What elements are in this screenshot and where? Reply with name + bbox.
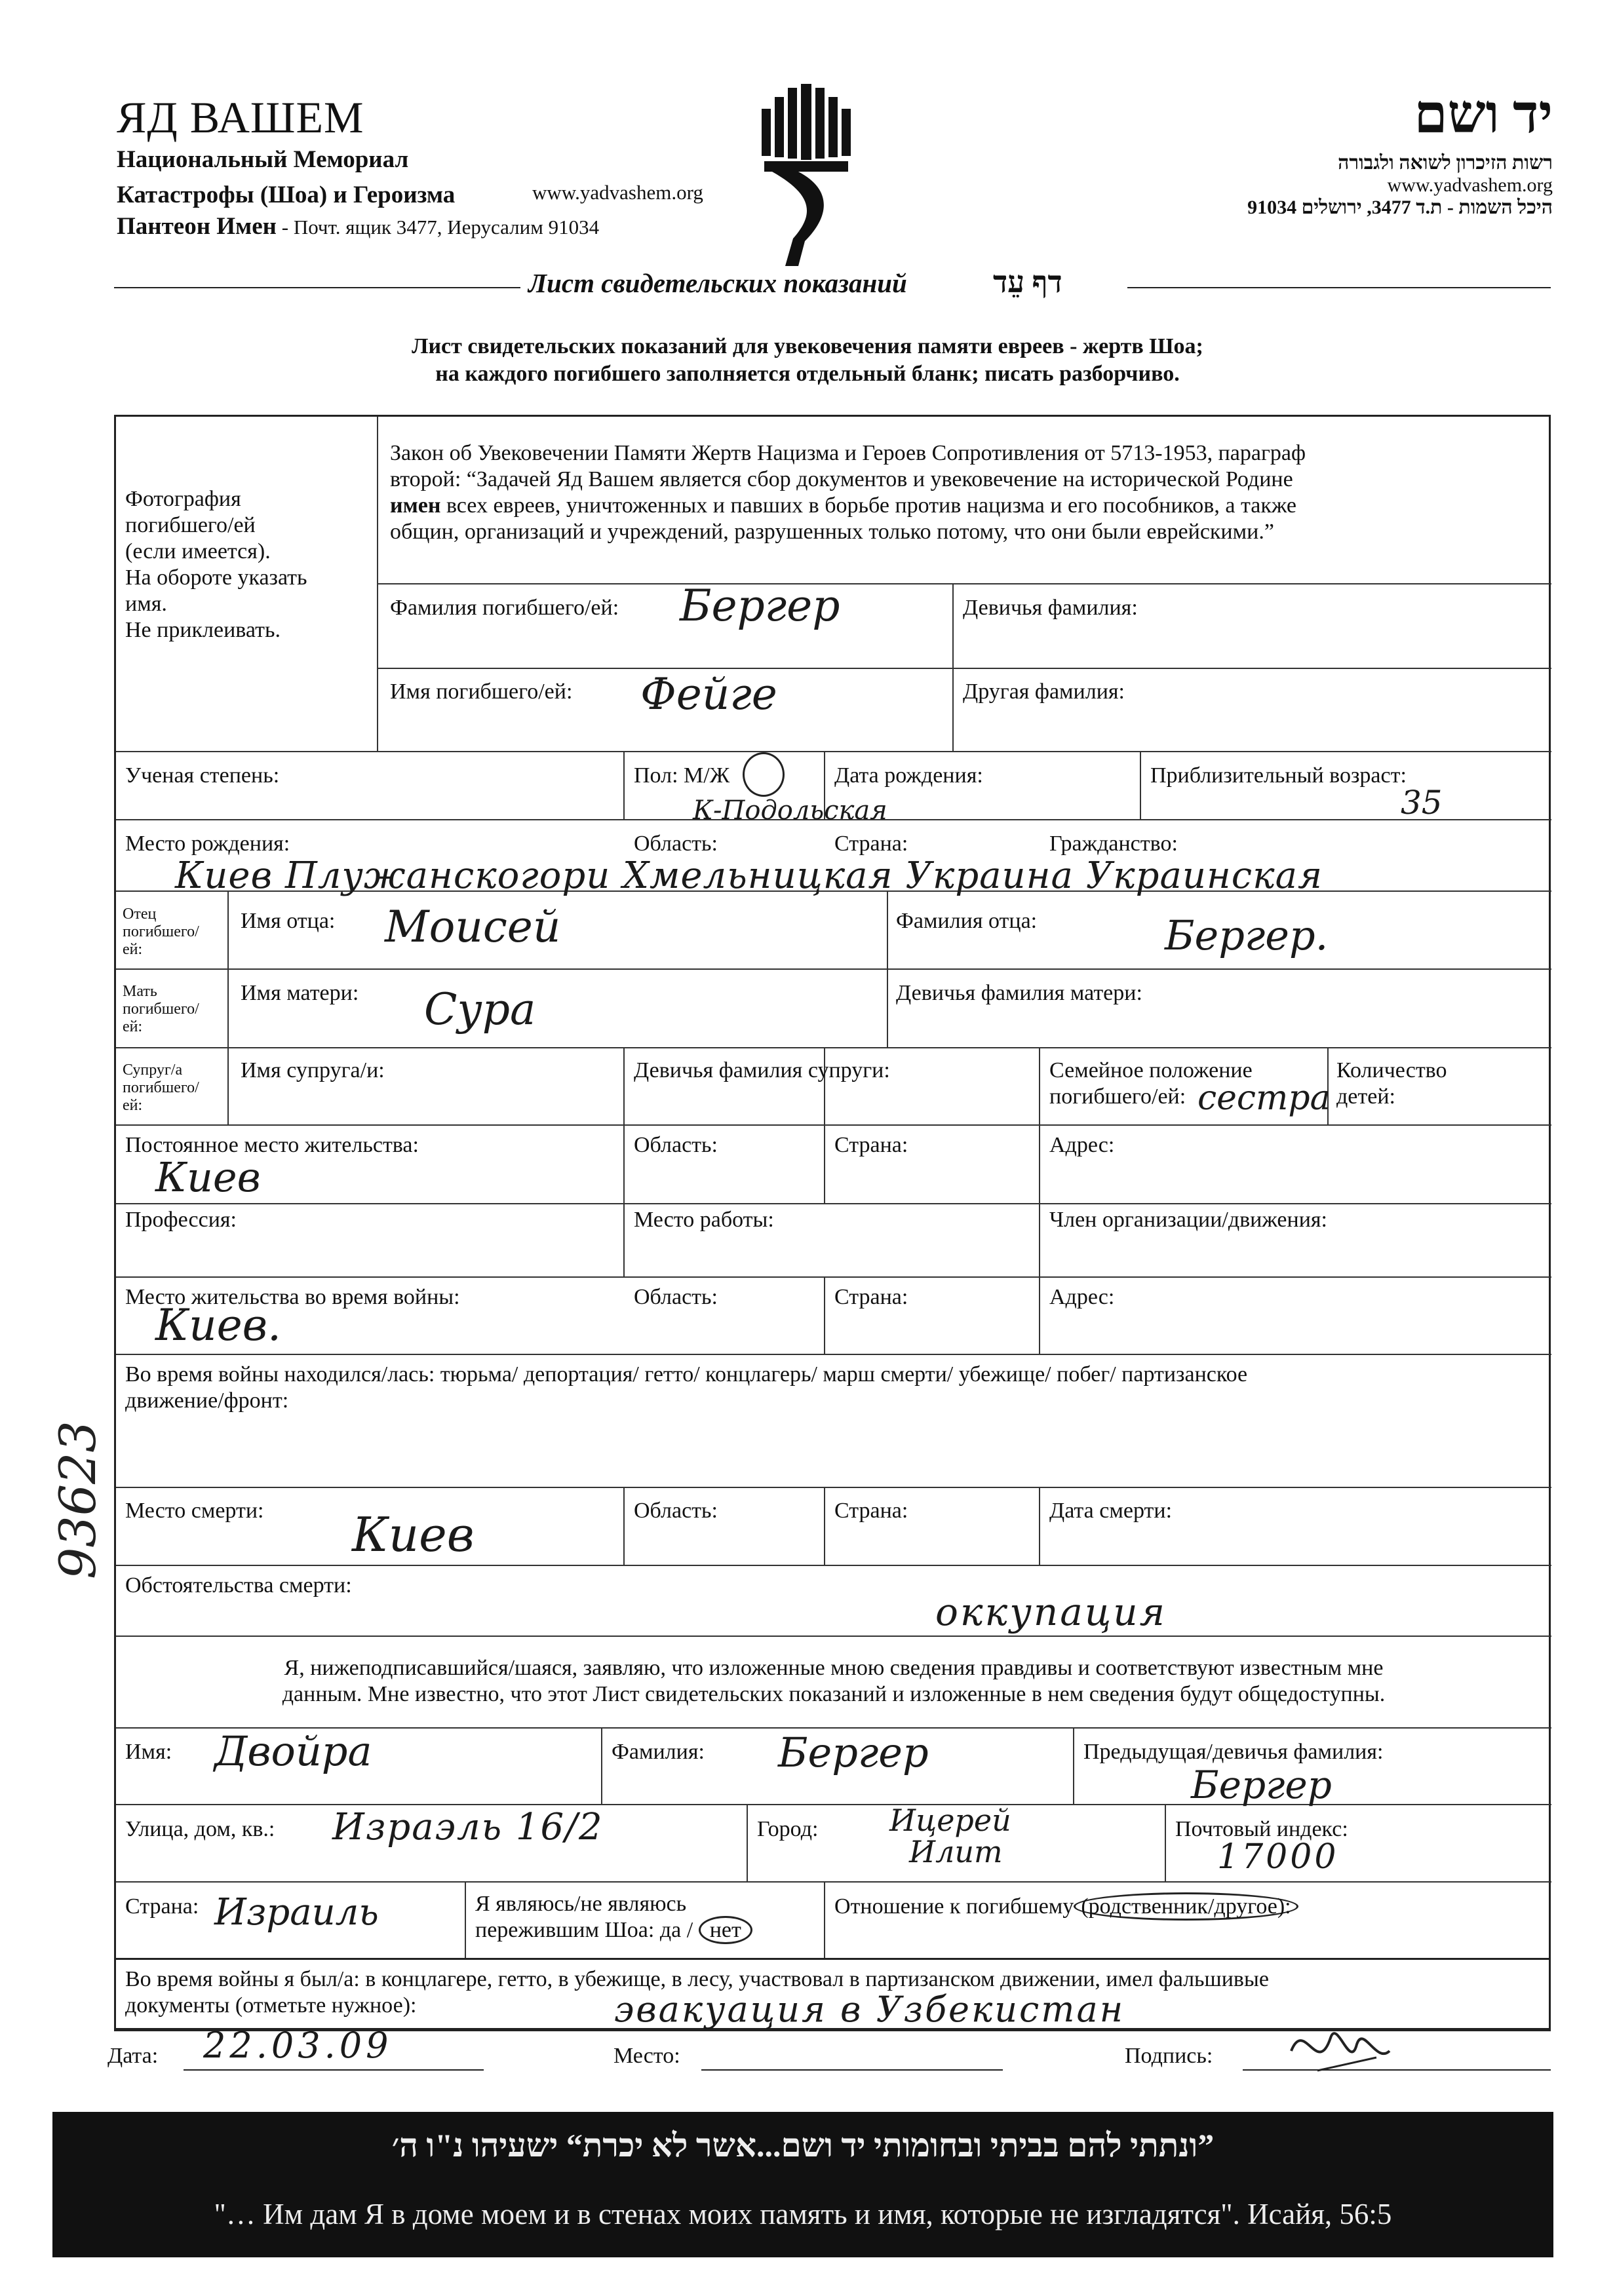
value-father-name[interactable]: Моисей [385, 902, 561, 952]
declaration-line: данным. Мне известно, что этот Лист свидетельских показаний и изложенные в нем сведения будут общедоступны. [282, 1682, 1386, 1706]
value-father-surname[interactable]: Бергер. [1165, 911, 1329, 959]
label-degree: Ученая степень: [125, 763, 280, 788]
line [824, 1487, 825, 1565]
place-underline [701, 2069, 1003, 2071]
line [116, 968, 1551, 970]
footer-quote-band [52, 2112, 1553, 2257]
label-signature: Подпись: [1125, 2044, 1213, 2068]
label-profession: Профессия: [125, 1208, 237, 1232]
line [824, 1124, 825, 1203]
label-line: Во время войны я был/а: в концлагере, гетто, в убежище, в лесу, участвовал в партизанском движении, имел фальшивые [125, 1967, 1269, 1991]
line [1039, 1203, 1040, 1276]
label-city: Город: [757, 1817, 819, 1841]
label-address-war: Адрес: [1049, 1285, 1115, 1309]
value-city[interactable] [889, 1805, 1011, 1867]
label-street: Улица, дом, кв.: [125, 1817, 275, 1841]
law-text [390, 440, 1544, 545]
declaration-line: Я, нижеподписавшийся/шаяся, заявляю, что изложенные мною сведения правдивы и соответствуют известным мне [284, 1656, 1384, 1680]
label-war-status [125, 1362, 1247, 1414]
label-region-res: Область: [634, 1133, 718, 1157]
value-mother-name[interactable]: Сура [424, 984, 536, 1035]
line [116, 1636, 1551, 1637]
side-record-number: 93623 [49, 1421, 107, 1579]
line [623, 1047, 625, 1276]
document-title-hebrew: דף עֵד [993, 265, 1062, 299]
line [116, 1881, 1551, 1883]
label-surname: Фамилия погибшего/ей: [390, 596, 619, 620]
line [116, 1047, 1551, 1048]
value-sub-name[interactable]: Двойра [214, 1727, 372, 1775]
value-sub-prev[interactable]: Бергер [1191, 1763, 1332, 1807]
label-death-date: Дата смерти: [1049, 1499, 1173, 1523]
line [116, 1487, 1551, 1488]
value-first-name[interactable]: Фейге [640, 669, 777, 719]
line [887, 890, 888, 1048]
value-death-place[interactable]: Киев [352, 1507, 475, 1562]
label-children [1336, 1058, 1447, 1110]
label-maiden: Девичья фамилия: [963, 596, 1138, 620]
sex-circle-mark [743, 752, 785, 797]
law-line-rest: всех евреев, уничтоженных и павших в борьбе против нацизма и его пособников, а также [446, 493, 1296, 518]
line [377, 583, 1551, 584]
label-mother-name: Имя матери: [241, 981, 359, 1005]
line [116, 1203, 1551, 1204]
side-label-spouse [123, 1062, 199, 1115]
value-region-note[interactable]: К-Подольская [693, 795, 887, 826]
law-line: Закон об Увековечении Памяти Жертв Нацизма и Героев Сопротивления от 5713-1953, параграф [390, 441, 1306, 465]
photo-note-line: Фотография [125, 487, 241, 511]
line [1039, 1276, 1040, 1354]
label-death-place: Место смерти: [125, 1499, 264, 1523]
label-country-res: Страна: [834, 1133, 908, 1157]
value-marital-status[interactable]: сестра [1197, 1079, 1331, 1118]
label-first-name: Имя погибшего/ей: [390, 679, 573, 704]
line [116, 1276, 1551, 1278]
header-title-ru: ЯД ВАШЕМ [117, 92, 364, 142]
side-label-mother [123, 983, 199, 1036]
label-father-name: Имя отца: [241, 909, 336, 933]
header-pantheon: Пантеон Имен [117, 213, 277, 240]
label-country-death: Страна: [834, 1499, 908, 1523]
testimony-form [114, 415, 1551, 2030]
line [1039, 1124, 1040, 1203]
label-birth-place: Место рождения: [125, 832, 290, 856]
label-war-residence: Место жительства во время войны: [125, 1285, 460, 1309]
declaration-text [116, 1655, 1551, 1708]
label-sub-surname: Фамилия: [612, 1740, 705, 1764]
label-sex: Пол: М/Ж [634, 763, 730, 788]
date-underline [184, 2069, 484, 2071]
label-relation [834, 1894, 1298, 1920]
value-war-stmt[interactable]: эвакуация в Узбекистан [614, 1989, 1125, 2030]
header-title-he: יד ושם [1414, 85, 1553, 144]
label-date: Дата: [107, 2044, 159, 2068]
value-sub-surname[interactable]: Бергер [778, 1729, 929, 1776]
value-city-line: Ицерей [889, 1803, 1011, 1838]
photo-note-line: (если имеется). [125, 539, 271, 564]
line [116, 1354, 1551, 1355]
header-he-line-1: רשות הזיכרון לשואה ולגבורה [1338, 152, 1553, 174]
header-website: www.yadvashem.org [532, 181, 703, 204]
subtitle-line-2: на каждого погибшего заполняется отдельный бланк; писать разборчиво. [435, 362, 1180, 386]
label-line: Количество [1336, 1058, 1447, 1082]
line [1165, 1804, 1166, 1881]
side-line: ей: [123, 941, 143, 958]
signature-scribble [1278, 2012, 1403, 2084]
law-bold-word: имен [390, 493, 441, 518]
side-line: погибшего/ [123, 1001, 199, 1018]
label-line: детей: [1336, 1084, 1395, 1109]
label-line: Во время войны находился/лась: тюрьма/ депортация/ гетто/ концлагерь/ марш смерти/ убежище/ побег/ партизанское [125, 1362, 1248, 1387]
label-death-circ: Обстоятельства смерти: [125, 1573, 352, 1598]
line [227, 890, 229, 1125]
label-sub-country: Страна: [125, 1894, 199, 1919]
line [1039, 1487, 1040, 1565]
header-line-2: Катастрофы (Шоа) и Героизма [117, 182, 456, 208]
photo-note-line: погибшего/ей [125, 513, 256, 537]
side-line: Супруг/а [123, 1062, 183, 1079]
line [747, 1804, 748, 1881]
document-title: Лист свидетельских показаний [528, 268, 907, 298]
header-he-line-3: היכל השמות - ת.ד 3477, ירושלים 91034 [1247, 197, 1553, 218]
label-line: погибшего/ей: [1049, 1084, 1186, 1109]
label-father-surname: Фамилия отца: [896, 909, 1038, 933]
label-country-birth: Страна: [834, 832, 908, 856]
line [116, 1124, 1551, 1126]
line [116, 751, 1551, 752]
label-address-res: Адрес: [1049, 1133, 1115, 1157]
photo-note-line: Не приклеивать. [125, 618, 281, 642]
side-line: ей: [123, 1097, 143, 1114]
line [1039, 1047, 1040, 1124]
footer-quote-hebrew: ”ונתתי להם בביתי ובחומותי יד ושם...אשר לא יכרת“ ישעיהו נ"ו ה׳ [391, 2127, 1215, 2164]
line [1140, 751, 1141, 819]
header-line-1: Национальный Мемориал [117, 146, 409, 173]
label-postcode: Почтовый индекс: [1175, 1817, 1348, 1841]
line [377, 417, 378, 752]
header-he-line-2: www.yadvashem.org [1387, 174, 1553, 196]
value-war-residence[interactable]: Киев. [155, 1300, 282, 1350]
line [601, 1727, 602, 1804]
line [1073, 1727, 1074, 1804]
label-country-war: Страна: [834, 1285, 908, 1309]
label-region-birth: Область: [634, 832, 718, 856]
title-rule-right [1127, 287, 1551, 288]
photo-note [125, 486, 307, 643]
value-postcode[interactable]: 17000 [1217, 1837, 1339, 1877]
side-line: Отец [123, 906, 157, 923]
value-city-line: Илит [909, 1834, 1003, 1869]
label-line: Я являюсь/не являюсь [475, 1892, 687, 1916]
label-place: Место: [613, 2044, 680, 2068]
footer-quote-russian: "… Им дам Я в доме моем и в стенах моих память и имя, которые не изгладятся". Исайя, 56:5 [214, 2198, 1392, 2230]
line [824, 1881, 825, 1960]
label-member: Член организации/движения: [1049, 1208, 1327, 1232]
label-sub-prev: Предыдущая/девичья фамилия: [1083, 1740, 1384, 1764]
law-line [390, 493, 1544, 519]
survivor-no-circled: нет [699, 1916, 752, 1944]
line [377, 668, 1551, 669]
header-address: - Почт. ящик 3477, Иерусалим 91034 [277, 216, 600, 239]
value-birth-place[interactable]: Киев Плужанскогори Хмельницкая Украина Украинская [175, 854, 1323, 897]
label-birth-date: Дата рождения: [834, 763, 983, 788]
law-line: второй: “Задачей Яд Вашем является сбор документов и увековечение на исторической Родине [390, 467, 1293, 491]
value-sub-country[interactable]: Израиль [214, 1891, 379, 1934]
label-region-war: Область: [634, 1285, 718, 1309]
label-line: движение/фронт: [125, 1388, 289, 1413]
side-line: ей: [123, 1018, 143, 1035]
photo-note-line: На обороте указать [125, 565, 307, 590]
label-line [475, 1917, 752, 1943]
label-line: документы (отметьте нужное): [125, 1993, 417, 2018]
label-approx-age: Приблизительный возраст: [1150, 763, 1407, 788]
label-survivor [475, 1891, 752, 1943]
line [116, 1804, 1551, 1805]
label-line: Семейное положение [1049, 1058, 1253, 1082]
title-rule-left [114, 287, 520, 288]
value-date[interactable]: 22.03.09 [203, 2025, 393, 2066]
label-spouse-maiden: Девичья фамилия супруги: [634, 1058, 890, 1082]
line [465, 1881, 466, 1960]
label-residence: Постоянное место жительства: [125, 1133, 419, 1157]
label-region-death: Область: [634, 1499, 718, 1523]
label-citizenship: Гражданство: [1049, 832, 1178, 856]
yad-vashem-logo [759, 84, 855, 266]
label-spouse-name: Имя супруга/и: [241, 1058, 385, 1082]
value-age[interactable]: 35 [1401, 784, 1443, 822]
header-line-3 [117, 212, 599, 240]
value-street[interactable]: Израэль 16/2 [332, 1806, 604, 1848]
photo-note-line: имя. [125, 592, 167, 616]
subtitle-line-1: Лист свидетельских показаний для увековечения памяти евреев - жертв Шоа; [412, 334, 1203, 358]
line [824, 1276, 825, 1354]
line [952, 583, 954, 752]
line [623, 751, 625, 819]
side-line: погибшего/ [123, 1079, 199, 1096]
label-mother-maiden: Девичья фамилия матери: [896, 981, 1142, 1005]
label-other-surname: Другая фамилия: [963, 679, 1125, 704]
line [623, 1487, 625, 1565]
law-line: общин, организаций и учреждений, разрушенных только потому, что они были еврейскими.” [390, 520, 1274, 544]
survivor-yes: пережившим Шоа: да / [475, 1918, 693, 1942]
side-line: Мать [123, 983, 157, 1000]
label-sub-name: Имя: [125, 1740, 172, 1764]
label-workplace: Место работы: [634, 1208, 774, 1232]
relation-text: Отношение к погибшему [834, 1894, 1074, 1919]
value-residence[interactable]: Киев [155, 1153, 261, 1201]
side-label-father [123, 906, 199, 959]
value-surname[interactable]: Бергер [680, 581, 840, 631]
line [116, 1565, 1551, 1566]
side-line: погибшего/ [123, 923, 199, 940]
relation-options-circled: (родственник/другое): [1074, 1892, 1298, 1921]
value-death-circ[interactable]: оккупация [935, 1590, 1167, 1634]
